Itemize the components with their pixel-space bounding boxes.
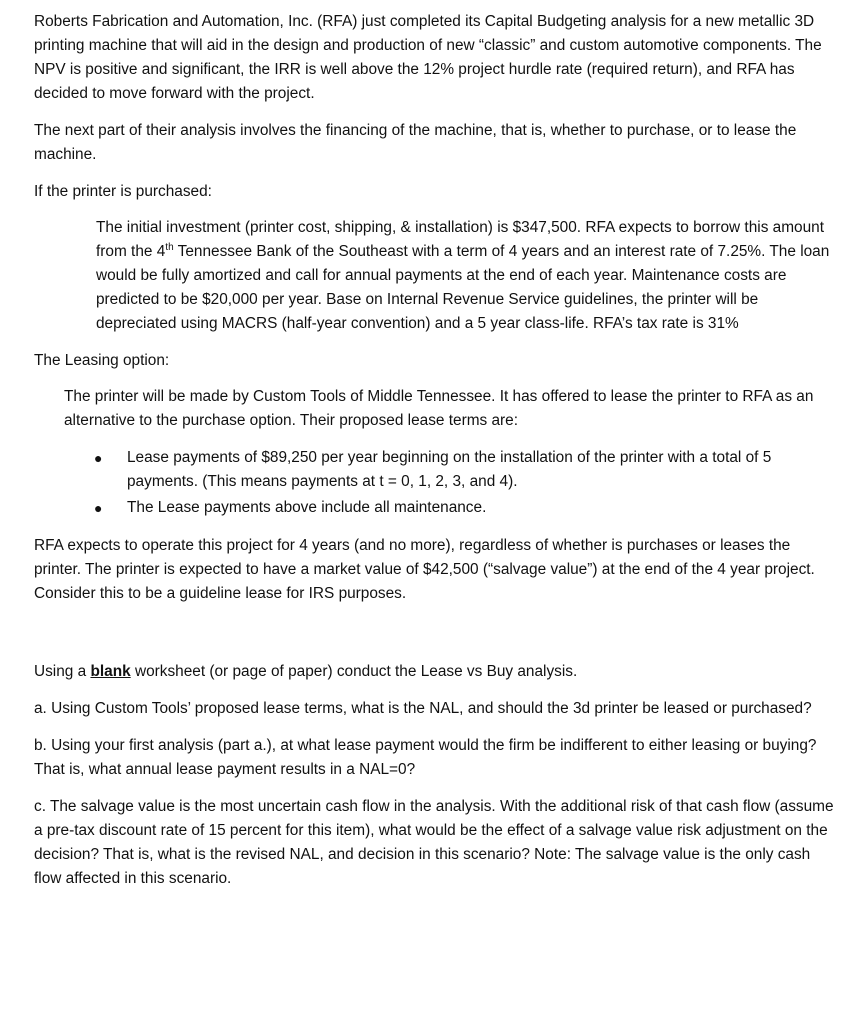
purchase-text-part2: Tennessee Bank of the Southeast with a term of 4 years and an interest rate of 7.25%. The loan would be fully amortized and call for annual payments at the end of each year. Maintenance costs are predicted to be $20,000 per year. Base on Internal Revenue Service guidelines, the printer will be depreciated using MACRS (half-year convention) and a 5 year class-life. RFA’s tax rate is 31% — [96, 243, 830, 332]
bullet-icon: ● — [94, 500, 103, 516]
instruction-emphasis: blank — [90, 663, 131, 680]
lease-terms-list — [34, 446, 839, 520]
instruction-after: worksheet (or page of paper) conduct the Lease vs Buy analysis. — [130, 663, 578, 680]
purchase-text-part1: The initial investment (printer cost, shipping, & installation) is $347,500. RFA expects to borrow this amount from the 4 — [96, 219, 824, 260]
list-item — [94, 446, 839, 494]
bullet-icon: ● — [94, 450, 103, 466]
purchase-heading: If the printer is purchased: — [34, 183, 212, 200]
purchase-text-superscript: th — [165, 241, 174, 253]
question-c: c. The salvage value is the most uncertain cash flow in the analysis. With the additional risk of that cash flow (assume a pre-tax discount rate of 15 percent for this item), what would be the effect of a salvage value risk adjustment on the decision? That is, what is the revised NAL, and decision in this scenario? Note: The salvage value is the only cash flow affected in this scenario. — [34, 798, 834, 887]
leasing-paragraph: The printer will be made by Custom Tools of Middle Tennessee. It has offered to lease the printer to RFA as an alternative to the purchase option. Their proposed lease terms are: — [64, 388, 814, 429]
lease-term-text: Lease payments of $89,250 per year beginning on the installation of the printer with a total of 5 payments. (This means payments at t = 0, 1, 2, 3, and 4). — [127, 449, 772, 490]
intro-paragraph: Roberts Fabrication and Automation, Inc. (RFA) just completed its Capital Budgeting analysis for a new metallic 3D printing machine that will aid in the design and production of new “classic” and custom automotive components. The NPV is positive and significant, the IRR is well above the 12% project hurdle rate (required return), and RFA has decided to move forward with the project. — [34, 13, 822, 102]
spacer — [34, 619, 839, 660]
question-a: a. Using Custom Tools’ proposed lease terms, what is the NAL, and should the 3d printer be leased or purchased? — [34, 700, 812, 717]
list-item — [94, 496, 839, 520]
purchase-paragraph — [34, 216, 839, 336]
question-b: b. Using your first analysis (part a.), at what lease payment would the firm be indifferent to either leasing or buying? That is, what annual lease payment results in a NAL=0? — [34, 737, 817, 778]
financing-paragraph: The next part of their analysis involves the financing of the machine, that is, whether to purchase, or to lease the machine. — [34, 122, 797, 163]
leasing-heading: The Leasing option: — [34, 352, 170, 369]
lease-term-text: The Lease payments above include all maintenance. — [127, 499, 487, 516]
instruction-before: Using a — [34, 663, 91, 680]
operations-paragraph: RFA expects to operate this project for 4 years (and no more), regardless of whether is purchases or leases the printer. The printer is expected to have a market value of $42,500 (“salvage value”) at the end of the 4 year project. Consider this to be a guideline lease for IRS purposes. — [34, 537, 815, 602]
instruction-paragraph — [34, 660, 839, 684]
